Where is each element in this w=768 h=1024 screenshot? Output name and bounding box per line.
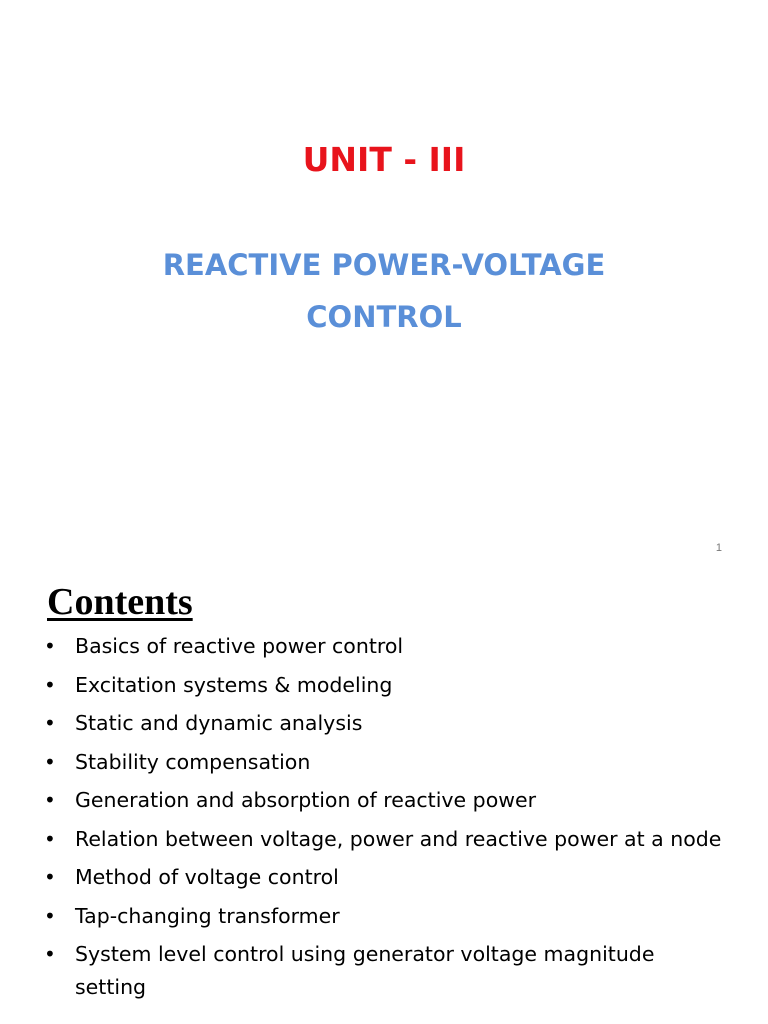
- subtitle-line-2: CONTROL: [306, 300, 462, 334]
- contents-item: [44, 784, 724, 817]
- contents-item: [44, 823, 724, 856]
- bullet-icon: •: [44, 711, 56, 735]
- contents-item: [44, 746, 724, 779]
- bullet-icon: •: [44, 788, 56, 812]
- bullet-icon: •: [44, 942, 56, 966]
- contents-item-text: Static and dynamic analysis: [75, 711, 363, 735]
- bullet-icon: •: [44, 903, 56, 928]
- contents-item-text: Tap-changing transformer: [75, 903, 340, 928]
- bullet-icon: •: [44, 749, 56, 774]
- contents-item: [44, 861, 724, 894]
- contents-item: [44, 938, 724, 1004]
- contents-list: [44, 630, 724, 1010]
- contents-item-text: Method of voltage control: [75, 865, 339, 889]
- contents-item-text: Basics of reactive power control: [75, 634, 404, 658]
- subtitle-line-1: REACTIVE POWER-VOLTAGE: [162, 248, 606, 282]
- slide-number: 1: [715, 542, 722, 554]
- contents-item-text: System level control using generator voltage magnitude setting: [75, 942, 655, 999]
- contents-item-text: Excitation systems & modeling: [75, 672, 393, 697]
- contents-item: [44, 630, 724, 663]
- bullet-icon: •: [44, 672, 56, 697]
- unit-title: UNIT - III: [302, 140, 466, 179]
- contents-item-text: Generation and absorption of reactive power: [75, 788, 537, 812]
- bullet-icon: •: [44, 826, 56, 851]
- contents-item: [44, 707, 724, 740]
- bullet-icon: •: [44, 865, 56, 889]
- contents-item: [44, 900, 724, 933]
- contents-item-text: Relation between voltage, power and reactive power at a node: [75, 826, 722, 851]
- contents-heading: Contents: [47, 581, 193, 623]
- contents-item-text: Stability compensation: [75, 749, 311, 774]
- contents-item: [44, 669, 724, 702]
- bullet-icon: •: [44, 634, 56, 658]
- contents-slide: [0, 576, 768, 1024]
- unit-subtitle: [84, 239, 684, 343]
